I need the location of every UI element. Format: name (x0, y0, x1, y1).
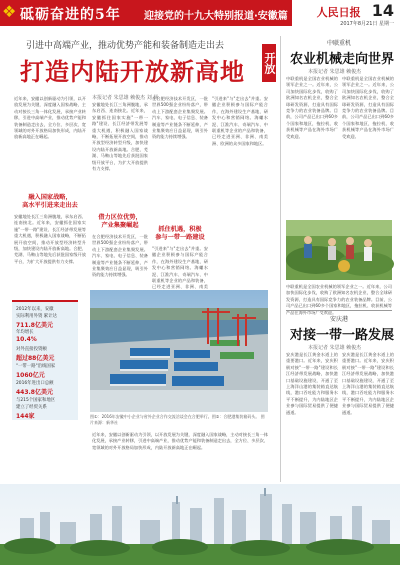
section-tag: 开放 (262, 44, 276, 82)
right-top-kicker: 中联重机 (326, 40, 351, 47)
text-column-bottom: 近年来，安徽以创新驱动为引领，以开放发展为关键，深度融入国家战略，主动对接长三角一体化发展，承接产业转移，引进中高端产业，推动优势产能和装备制造走出去，全方位、多层次、宽领域的对外开放格局加快形成，内陆开放新高地正在崛起。 (92, 432, 268, 450)
info-line-4: 对外直接投资额 (16, 347, 47, 352)
right-bottom-col-a: 安庆港是长江黄金水道上的重要港口。近年来，安庆积极对接"一带一路"建设和长江经济带发展战略，加快港口基础设施建设，开通了至上海洋山港的集装箱直达航线，港口吞吐能力和服务水平不断提升，为内陆地区企业参与国际贸易提供了便捷通道。 (286, 352, 338, 415)
info-value-4: 1060亿元 (16, 372, 45, 379)
masthead-banner (0, 0, 292, 26)
flag-icon: ❖ (2, 2, 17, 21)
column-divider (280, 36, 281, 482)
text-column-3b: "引进来"与"走出去"并重。安徽企业积极参与国际产能合作，在海外建设生产基地、研发中心和营销网络。海螺水泥、江淮汽车、奇瑞汽车、中联重机等企业的产品和装备，已经走进亚洲、非洲、南美 (152, 246, 208, 290)
farm-photo-image (286, 220, 392, 280)
main-byline: 本报记者 朱思雄 赖俊杰 刘 杨 (92, 95, 159, 101)
info-value-6: 144家 (16, 413, 35, 420)
main-headline-block (16, 32, 262, 88)
port-photo-caption (90, 414, 268, 426)
info-value-2: 10.4% (16, 336, 37, 343)
text-column-2a: 安徽地处长江三角洲腹地，承东启西、连南接北。近年来，安徽抓住国家实施"一带一路"建设、长江经济带发展等重大机遇，积极融入国家战略，不断拓展开放空间，推动开放型经济转型升级，加快建设内陆开放新高地。合肥、芜湖、马鞍山等地先后获批国家级开放平台，为扩大开放提供有力支撑。 (92, 102, 148, 172)
main-kicker: 引进中高端产业，推动优势产能和装备制造走出去 (26, 41, 225, 51)
right-bottom-kicker: 安庆港 (329, 316, 348, 323)
text-column-2b: 在合肥经济技术开发区，一批世界500强企业纷纷落户，带动上下游配套企业集聚发展。汽车、家电、电子信息、装备制造等产业链条不断延伸，产业集聚效应日益显现，吸引外资的能力持续增强。 (92, 234, 148, 278)
section-heading-3-text: 抓住机遇，积极 参与一带一路建设 (155, 226, 205, 241)
info-label-2b: 累计达 (43, 314, 57, 319)
right-top-col-b: 中联重机是全国农业机械的领军企业之一。近年来，公司加快国际化步伐，收购了欧洲知名农机企业，整合全球研发资源，打造具有国际竞争力的农业装备品牌。目前，公司产品已出口到60多个国家和地区，拖拉机、收获机械等产品在海外市场广受欢迎。 (342, 76, 394, 139)
text-column-4: "引进来"与"走出去"并重。安徽企业积极参与国际产能合作，在海外建设生产基地、研发中心和营销网络。海螺水泥、江淮汽车、奇瑞汽车、中联重机等企业的产品和装备，已经走进亚洲、非洲、南美洲、欧洲的众多国家和地区。 (212, 96, 268, 146)
main-headline: 打造内陆开放新高地 (20, 57, 245, 86)
info-box (12, 300, 78, 420)
section-heading-1 (14, 194, 86, 210)
right-bottom-byline: 本报记者 朱思雄 赖俊杰 (308, 345, 362, 351)
text-column-1b: 安徽地处长江三角洲腹地，承东启西、连南接北。近年来，安徽抓住国家实施"一带一路"建设、长江经济带发展等重大机遇，积极融入国家战略，不断拓展开放空间，推动开放型经济转型升级，加快建设内陆开放新高地。合肥、芜湖、马鞍山等地先后获批国家级开放平台，为扩大开放提供有力支撑。 (14, 214, 86, 264)
skyline-image (0, 484, 400, 565)
section-heading-3 (152, 226, 208, 242)
masthead (0, 0, 400, 26)
right-divider (286, 310, 392, 311)
right-bottom-col-b: 安庆港是长江黄金水道上的重要港口。近年来，安庆积极对接"一带一路"建设和长江经济带发展战略，加快港口基础设施建设，开通了至上海洋山港的集装箱直达航线，港口吞吐能力和服务水平不断提升，为内陆地区企业参与国际贸易提供了便捷通道。 (342, 352, 394, 415)
masthead-title: 砥砺奋进的5年 (20, 7, 121, 23)
masthead-right (317, 1, 394, 27)
text-column-3a: 在合肥经济技术开发区，一批世界500强企业纷纷落户，带动上下游配套企业集聚发展。汽车、家电、电子信息、装备制造等产业链条不断延伸，产业集聚效应日益显现，吸引外资的能力持续增强。 (152, 96, 208, 140)
right-top-byline: 本报记者 朱思雄 赖俊杰 (308, 69, 362, 75)
right-bottom-title: 对接一带一路发展 (290, 328, 395, 343)
page-number: 14 (371, 1, 394, 20)
right-top-tail: 中联重机是全国农业机械的领军企业之一。近年来，公司加快国际化步伐，收购了欧洲知名农机企业，整合全球研发资源，打造具有国际竞争力的农业装备品牌。目前，公司产品已出口到60多个国家和地区，拖拉机、收获机械等产品在海外市场广受欢迎。 (286, 284, 392, 315)
city-skyline-photo (0, 484, 400, 565)
right-top-col-a: 中联重机是全国农业机械的领军企业之一。近年来，公司加快国际化步伐，收购了欧洲知名农机企业，整合全球研发资源，打造具有国际竞争力的农业装备品牌。目前，公司产品已出口到60多个国家和地区，拖拉机、收获机械等产品在海外市场广受欢迎。 (286, 76, 338, 139)
newspaper-logo: 人民日报 (316, 6, 361, 19)
info-value-1: 711.8亿美元 (16, 322, 53, 329)
info-line-6: 2016年进出口总额 (16, 381, 54, 386)
masthead-subtitle: 迎接党的十九大特别报道·安徽篇 (144, 11, 288, 22)
info-value-5: 443.8亿美元 (16, 389, 53, 396)
caption-text: 图①：2016年安徽中小企业与省外企业合作交流洽谈会在合肥举行。图②：合肥港集装箱码头。 (90, 414, 260, 419)
info-line-1: 2012年以来，安徽 (16, 307, 54, 312)
farm-photo (286, 220, 392, 280)
section-heading-1-text: 融入国家战略， 高水平引进来走出去 (22, 194, 78, 209)
port-photo-image (90, 290, 268, 412)
right-top-title: 农业机械走向世界 (290, 52, 395, 67)
info-line-3: 年均增长 (16, 330, 34, 335)
info-line-2 (16, 313, 57, 319)
caption-credit: 图片来源：新华社 (90, 414, 265, 425)
issue-date: 2017年8月21日 星期一 (340, 21, 394, 27)
info-line-7: 与215个国家和地区 (16, 398, 56, 403)
info-line-5: "一带一路"沿线国家 (16, 364, 56, 369)
port-photo (90, 290, 268, 412)
info-label-2a: 实际利用外资 (16, 314, 43, 319)
info-value-3: 超过88亿美元 (16, 355, 55, 362)
section-heading-2 (92, 214, 148, 230)
info-line-8: 建立了经贸关系 (16, 405, 47, 410)
section-heading-2-text: 借力区位优势， 产业集聚崛起 (98, 214, 142, 229)
text-column-1a: 近年来，安徽以创新驱动为引领，以开放发展为关键，深度融入国家战略，主动对接长三角一体化发展，承接产业转移，引进中高端产业，推动优势产能和装备制造走出去，全方位、多层次、宽领域的对外开放格局加快形成，内陆开放新高地正在崛起。 (14, 96, 86, 140)
